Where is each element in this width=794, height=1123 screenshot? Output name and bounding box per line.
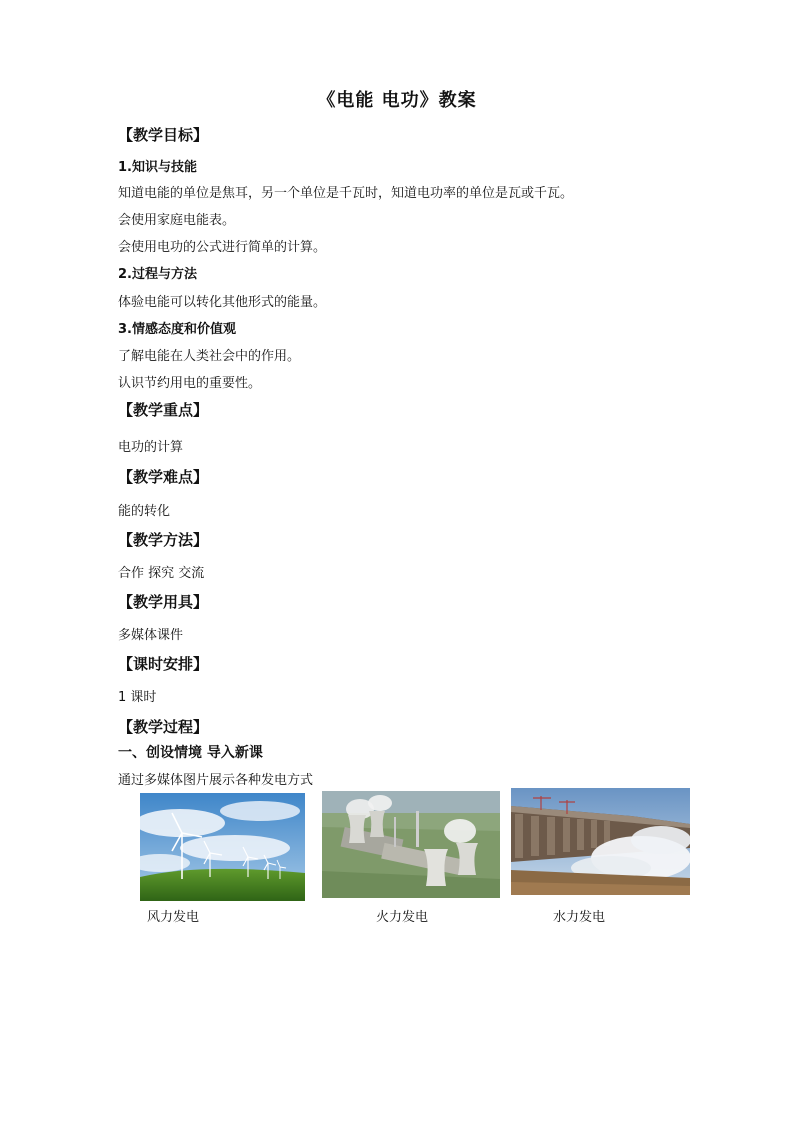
process-step-1-title: 一、创设情境 导入新课 bbox=[118, 745, 263, 761]
key-points-heading: 【教学重点】 bbox=[118, 401, 209, 419]
section-3-title: 3.情感态度和价值观 bbox=[118, 322, 236, 337]
tools-heading: 【教学用具】 bbox=[118, 593, 209, 611]
document-title: 《电能 电功》教案 bbox=[317, 90, 477, 111]
thermal-power-image bbox=[322, 791, 500, 898]
section-1-line: 会使用电功的公式进行简单的计算。 bbox=[118, 240, 327, 255]
section-1-line: 知道电能的单位是焦耳，另一个单位是千瓦时，知道电功率的单位是瓦或千瓦。 bbox=[118, 186, 574, 201]
section-1-title: 1.知识与技能 bbox=[118, 160, 197, 175]
section-3-line: 了解电能在人类社会中的作用。 bbox=[118, 349, 301, 364]
schedule-heading: 【课时安排】 bbox=[118, 655, 209, 673]
schedule-text: 1 课时 bbox=[118, 690, 157, 705]
key-points-text: 电功的计算 bbox=[118, 440, 184, 455]
hydro-power-image bbox=[511, 788, 690, 895]
methods-text: 合作 探究 交流 bbox=[118, 566, 205, 581]
section-3-line: 认识节约用电的重要性。 bbox=[118, 376, 262, 391]
process-heading: 【教学过程】 bbox=[118, 718, 209, 736]
methods-heading: 【教学方法】 bbox=[118, 531, 209, 549]
hydro-power-caption: 水力发电 bbox=[553, 910, 606, 925]
section-2-title: 2.过程与方法 bbox=[118, 267, 197, 282]
thermal-power-caption: 火力发电 bbox=[376, 910, 429, 925]
objectives-heading: 【教学目标】 bbox=[118, 126, 209, 144]
section-1-line: 会使用家庭电能表。 bbox=[118, 213, 236, 228]
wind-power-caption: 风力发电 bbox=[147, 910, 200, 925]
wind-power-image bbox=[140, 793, 305, 901]
tools-text: 多媒体课件 bbox=[118, 628, 184, 643]
difficulties-heading: 【教学难点】 bbox=[118, 468, 209, 486]
difficulties-text: 能的转化 bbox=[118, 504, 171, 519]
process-step-1-text: 通过多媒体图片展示各种发电方式 bbox=[118, 773, 314, 788]
section-2-line: 体验电能可以转化其他形式的能量。 bbox=[118, 295, 327, 310]
